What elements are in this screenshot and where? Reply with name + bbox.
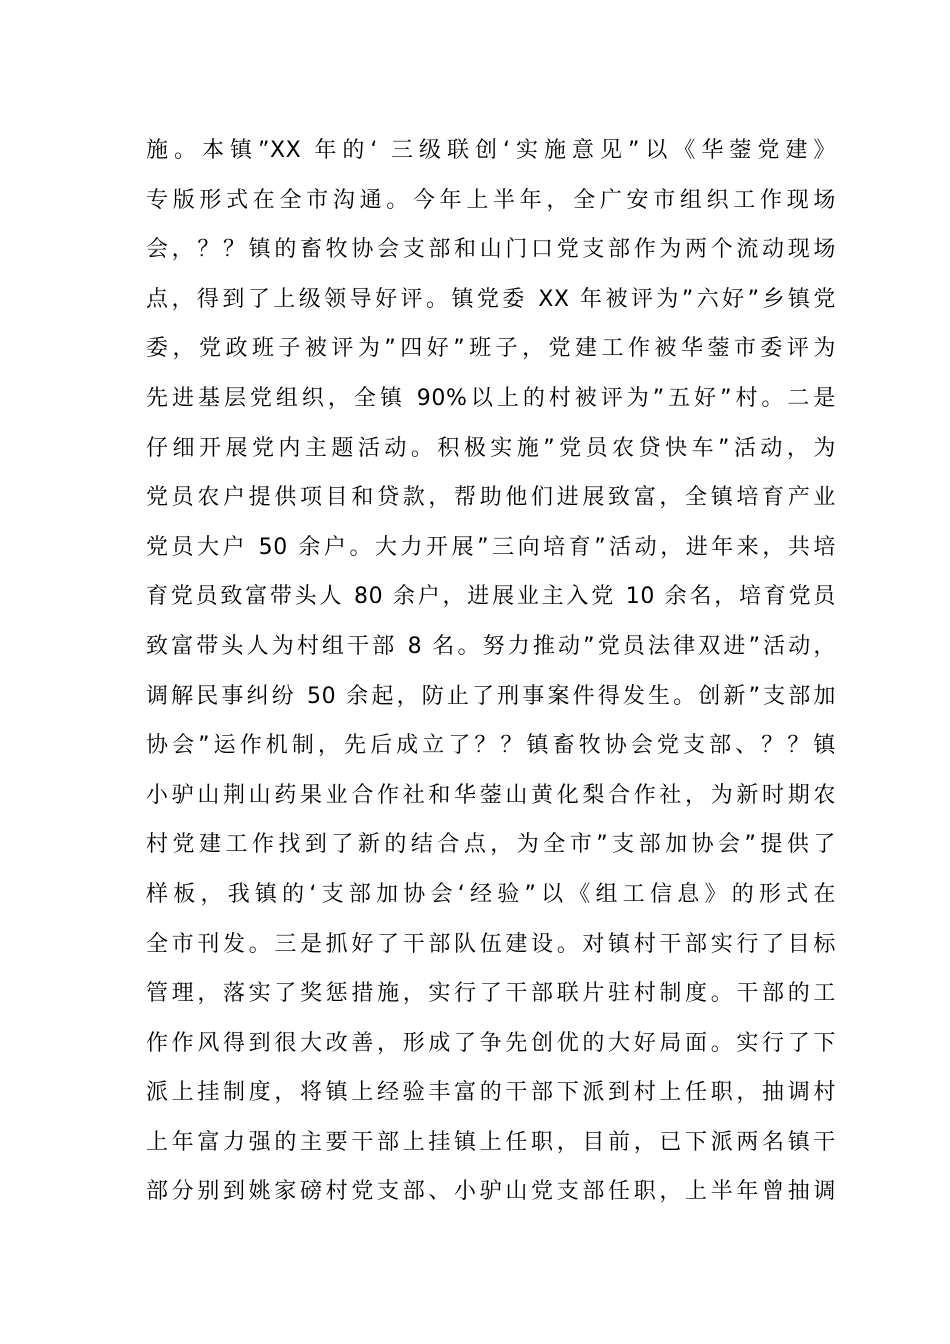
text-line: 部分别到姚家磅村党支部、小驴山党支部任职，上半年曾抽调	[146, 1179, 836, 1205]
text-line: 协会”运作机制，先后成立了？？镇畜牧协会党支部、？？镇	[146, 733, 836, 759]
text-line: 委，党政班子被评为”四好”班子，党建工作被华蓥市委评为	[146, 336, 836, 362]
text-line: 专版形式在全市沟通。今年上半年，全广安市组织工作现场	[146, 187, 836, 213]
body-text	[146, 126, 836, 1217]
text-line: 施。本镇”XX 年的‘ 三级联创‘实施意见”以《华蓥党建》	[146, 138, 836, 163]
text-line: 村党建工作找到了新的结合点，为全市”支部加协会”提供了	[146, 832, 836, 858]
text-line: 派上挂制度，将镇上经验丰富的干部下派到村上任职，抽调村	[146, 1080, 836, 1106]
text-line: 先进基层党组织，全镇 90%以上的村被评为”五好”村。二是	[146, 385, 836, 411]
text-line: 育党员致富带头人 80 余户，进展业主入党 10 余名，培育党员	[146, 584, 836, 610]
text-line: 作作风得到很大改善，形成了争先创优的大好局面。实行了下	[146, 1030, 836, 1056]
text-line: 致富带头人为村组干部 8 名。努力推动”党员法律双进”活动，	[146, 633, 836, 659]
text-line: 样板，我镇的‘支部加协会‘经验”以《组工信息》的形式在	[146, 881, 836, 907]
text-line: 上年富力强的主要干部上挂镇上任职，目前，已下派两名镇干	[146, 1129, 836, 1155]
text-line: 全市刊发。三是抓好了干部队伍建设。对镇村干部实行了目标	[146, 931, 836, 957]
text-line: 调解民事纠纷 50 余起，防止了刑事案件得发生。创新”支部加	[146, 683, 836, 709]
text-line: 点，得到了上级领导好评。镇党委 XX 年被评为”六好”乡镇党	[146, 286, 836, 312]
text-line: 小驴山荆山药果业合作社和华蓥山黄化梨合作社，为新时期农	[146, 782, 836, 808]
text-line: 会，？？镇的畜牧协会支部和山门口党支部作为两个流动现场	[146, 237, 836, 263]
text-line: 仔细开展党内主题活动。积极实施”党员农贷快车”活动，为	[146, 435, 836, 461]
text-line: 党员大户 50 余户。大力开展”三向培育”活动，进年来，共培	[146, 534, 836, 560]
text-line: 管理，落实了奖惩措施，实行了干部联片驻村制度。干部的工	[146, 981, 836, 1007]
text-line: 党员农户提供项目和贷款，帮助他们进展致富，全镇培育产业	[146, 485, 836, 511]
